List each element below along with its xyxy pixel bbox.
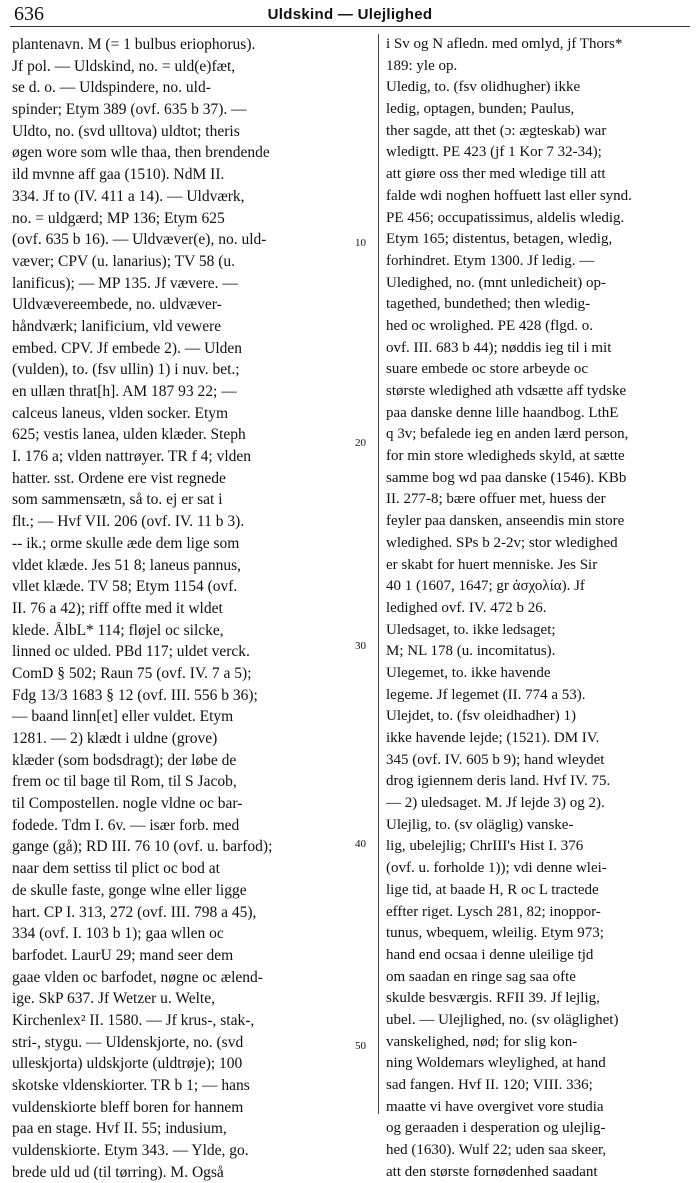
text-line: frem oc til bage til Rom, til S Jacob,	[12, 773, 237, 791]
text-line: lige tid, at baade H, R oc L tractede	[386, 881, 599, 898]
right-column	[386, 34, 694, 1183]
text-line: tunus, wbequem, wleilig. Etym 973;	[386, 925, 604, 942]
text-line: spinder; Etym 389 (ovf. 635 b 37). —	[12, 101, 247, 119]
text-line: sad fangen. Hvf II. 120; VIII. 336;	[386, 1077, 593, 1093]
text-line: paa en stage. Hvf II. 55; indusium,	[12, 1120, 227, 1138]
text-line: lanificus); — MP 135. Jf vævere. —	[12, 274, 238, 292]
text-line: vllet klæde. TV 58; Etym 1154 (ovf.	[12, 578, 238, 596]
text-line: lig, ubelejlig; ChrIII's Hist I. 376	[386, 838, 584, 855]
text-line: 625; vestis lanea, ulden klæder. Steph	[12, 426, 246, 444]
text-line: I. 176 a; vlden nattrøyer. TR f 4; vlden	[12, 448, 252, 466]
text-line: -- ik.; orme skulle æde dem lige som	[12, 534, 240, 552]
text-line: Etym 165; distentus, betagen, wledig,	[386, 231, 613, 248]
text-line: klede. ÅlbL* 114; fløjel oc silcke,	[12, 621, 224, 639]
text-line: vldet klæde. Jes 51 8; laneus pannus,	[12, 556, 242, 574]
text-line: hand end ocsaa i denne uleilige tjd	[386, 946, 594, 963]
text-line: 334 (ovf. I. 103 b 1); gaa wllen oc	[12, 925, 224, 943]
text-line: ComD § 502; Raun 75 (ovf. IV. 7 a 5);	[12, 664, 252, 682]
text-line: Fdg 13/3 1683 § 12 (ovf. III. 556 b 36);	[12, 686, 258, 704]
text-line: wledighed. SPs b 2-2v; stor wledighed	[386, 534, 618, 551]
text-line: Kirchenlex² II. 1580. — Jf krus-, stak-,	[12, 1011, 255, 1029]
text-line: ild mvnne aff gaa (1510). NdM II.	[12, 166, 225, 184]
text-line: plantenavn. M (= 1 bulbus eriophorus).	[12, 36, 256, 53]
text-line: ubel. — Ulejlighed, no. (sv oläglighet)	[386, 1011, 619, 1028]
text-line: og geraaden i desperation og ulejlig-	[386, 1120, 606, 1137]
text-line: 189: yle op.	[386, 57, 458, 74]
text-line: 1281. — 2) klædt i uldne (grove)	[12, 730, 218, 747]
text-line: forhindret. Etym 1300. Jf ledig. —	[386, 252, 595, 269]
text-line: II. 277-8; bære offuer met, huess der	[386, 491, 606, 508]
text-line: skotske vldenskiorter. TR b 1; — hans	[12, 1077, 250, 1094]
text-line: ikke havende lejde; (1521). DM IV.	[386, 730, 600, 746]
text-line: paa danske denne lille haandbog. LthE	[386, 404, 619, 421]
text-line: calceus laneus, vlden socker. Etym	[12, 404, 229, 422]
text-line: ning Woldemars wleylighed, at hand	[386, 1055, 606, 1072]
running-title: Uldskind — Ulejlighed	[267, 6, 433, 23]
text-line: se d. o. — Uldspindere, no. uld-	[12, 79, 211, 97]
text-line: Jf pol. — Uldskind, no. = uld(e)fæt,	[12, 57, 236, 75]
text-line: hed oc wrolighed. PE 428 (flgd. o.	[386, 317, 594, 334]
text-line: — baand linn[et] eller vuldet. Etym	[12, 708, 234, 726]
text-line: PE 456; occupatissimus, aldelis wledig.	[386, 209, 625, 226]
text-line: ther sagde, att thet (ɔ: ægteskab) war	[386, 122, 607, 139]
text-line: skulde besværgis. RFII 39. Jf lejlig,	[386, 990, 600, 1007]
text-line: største wledighed ath vdsætte aff tydske	[386, 383, 627, 399]
text-line: Uledig, to. (fsv olidhugher) ikke	[386, 79, 581, 96]
page-number: 636	[14, 3, 44, 25]
text-line: 334. Jf to (IV. 411 a 14). — Uldværk,	[12, 187, 245, 205]
text-line: en ullæn thrat[h]. AM 187 93 22; —	[12, 383, 237, 400]
text-line: vuldenskiorte bleff boren for hannem	[12, 1098, 244, 1116]
text-line: vanskelighed, nød; for slig kon-	[386, 1033, 578, 1050]
text-line: suare embede oc store arbeyde oc	[386, 361, 588, 378]
text-line: no. = uldgærd; MP 136; Etym 625	[12, 209, 225, 227]
text-line: øgen wore som wlle thaa, then brendende	[12, 144, 270, 162]
text-line: væver; CPV (u. lanarius); TV 58 (u.	[12, 252, 236, 270]
left-column	[12, 34, 354, 1183]
text-line: stri-, stygu. — Uldenskjorte, no. (svd	[12, 1033, 244, 1051]
text-line: linned oc ulded. PBd 117; uldet verck.	[12, 643, 250, 661]
text-line: til Compostellen. nogle vldne oc bar-	[12, 795, 243, 813]
text-line: ige. SkP 637. Jf Wetzer u. Welte,	[12, 990, 215, 1008]
text-line: Uldto, no. (svd ulltova) uldtot; theris	[12, 122, 240, 140]
text-line: gaae vlden oc barfodet, nøgne oc ælend-	[12, 968, 263, 986]
text-line: som sammensætn, så to. ej er sat i	[12, 491, 223, 509]
text-line: for min store wledigheds skyld, at sætte	[386, 448, 625, 465]
text-line: 40 1 (1607, 1647; gr ἀσχολία). Jf	[386, 578, 585, 595]
text-line: samme bog wd paa danske (1546). KBb	[386, 469, 627, 486]
text-line: falde wdi noghen hoffuett last eller synd.	[386, 187, 632, 204]
text-line: att giøre oss ther med wledige till att	[386, 166, 606, 183]
text-line: Ulegemet, to. ikke havende	[386, 664, 551, 681]
text-line: naar dem settiss til plict oc bod at	[12, 860, 220, 878]
column-divider	[378, 34, 379, 1114]
text-line: hed (1630). Wulf 22; uden saa skeer,	[386, 1142, 607, 1159]
line-number-40: 40	[355, 838, 366, 850]
text-line: ledig, optagen, bunden; Paulus,	[386, 101, 575, 118]
text-line: — 2) uledsaget. M. Jf lejde 3) og 2).	[386, 795, 605, 812]
text-line: q 3v; befalede ieg en anden lærd person,	[386, 426, 629, 443]
text-line: ovf. III. 683 b 44); nøddis ieg til i mit	[386, 339, 612, 356]
text-line: tagethed, bundethed; then wledig-	[386, 296, 591, 313]
text-line: (ovf. u. forholde 1)); vdi denne wlei-	[386, 860, 607, 877]
text-line: drog igiennem deris land. Hvf IV. 75.	[386, 773, 611, 790]
text-line: maatte vi have overgivet vore studia	[386, 1098, 604, 1115]
line-number-20: 20	[355, 437, 366, 449]
text-line: vuldenskiorte. Etym 343. — Ylde, go.	[12, 1142, 249, 1160]
text-line: 345 (ovf. IV. 605 b 9); hand wleydet	[386, 751, 605, 768]
text-line: att den største fornødenhed saadant	[386, 1163, 598, 1180]
text-line: M; NL 178 (u. incomitatus).	[386, 643, 556, 660]
text-line: Uldvævereembede, no. uldvæver-	[12, 296, 222, 314]
text-line: fodede. Tdm I. 6v. — især forb. med	[12, 816, 240, 834]
text-line: klæder (som bodsdragt); der løbe de	[12, 751, 237, 769]
text-line: er skabt for huert menniske. Jes Sir	[386, 556, 598, 573]
text-line: Ulejlig, to. (sv oläglig) vanske-	[386, 816, 574, 833]
text-line: gange (gå); RD III. 76 10 (ovf. u. barfod);	[12, 838, 273, 856]
line-number-50: 50	[355, 1040, 366, 1052]
text-line: Uledsaget, to. ikke ledsaget;	[386, 621, 556, 638]
page-header	[10, 2, 690, 27]
text-line: wledigtt. PE 423 (jf 1 Kor 7 32-34);	[386, 144, 602, 161]
text-line: hatter. sst. Ordene ere vist regnede	[12, 469, 226, 487]
text-line: feyler paa dansken, anseendis min store	[386, 513, 625, 530]
text-line: Ulejdet, to. (fsv oleidhadher) 1)	[386, 708, 576, 725]
text-line: II. 76 a 42); riff offte med it wldet	[12, 599, 223, 617]
text-line: håndværk; lanificium, vld vewere	[12, 317, 222, 335]
text-line: barfodet. LaurU 29; mand seer dem	[12, 946, 234, 964]
text-line: ledighed ovf. IV. 472 b 26.	[386, 599, 547, 616]
text-line: om saadan en ringe sag saa ofte	[386, 968, 576, 985]
text-line: ulleskjorta) uldskjorte (uldtrøje); 100	[12, 1055, 243, 1073]
text-line: effter riget. Lysch 281, 82; inoppor-	[386, 903, 601, 920]
text-line: i Sv og N afledn. med omlyd, jf Thors*	[386, 36, 623, 52]
text-line: (vulden), to. (fsv ullin) 1) i nuv. bet.;	[12, 361, 240, 379]
text-line: legeme. Jf legemet (II. 774 a 53).	[386, 686, 586, 703]
line-number-30: 30	[355, 640, 366, 652]
text-line: hart. CP I. 313, 272 (ovf. III. 798 a 45),	[12, 903, 257, 921]
text-line: de skulle faste, gonge wlne eller ligge	[12, 881, 247, 899]
text-line: (ovf. 635 b 16). — Uldvæver(e), no. uld-	[12, 231, 267, 249]
text-line: embed. CPV. Jf embede 2). — Ulden	[12, 339, 243, 357]
text-line: flt.; — Hvf VII. 206 (ovf. IV. 11 b 3).	[12, 513, 245, 531]
text-line: Uledighed, no. (mnt unledicheit) op-	[386, 274, 606, 291]
text-line: brede uld ud (til tørring). M. Også	[12, 1163, 224, 1181]
line-number-10: 10	[355, 237, 366, 249]
